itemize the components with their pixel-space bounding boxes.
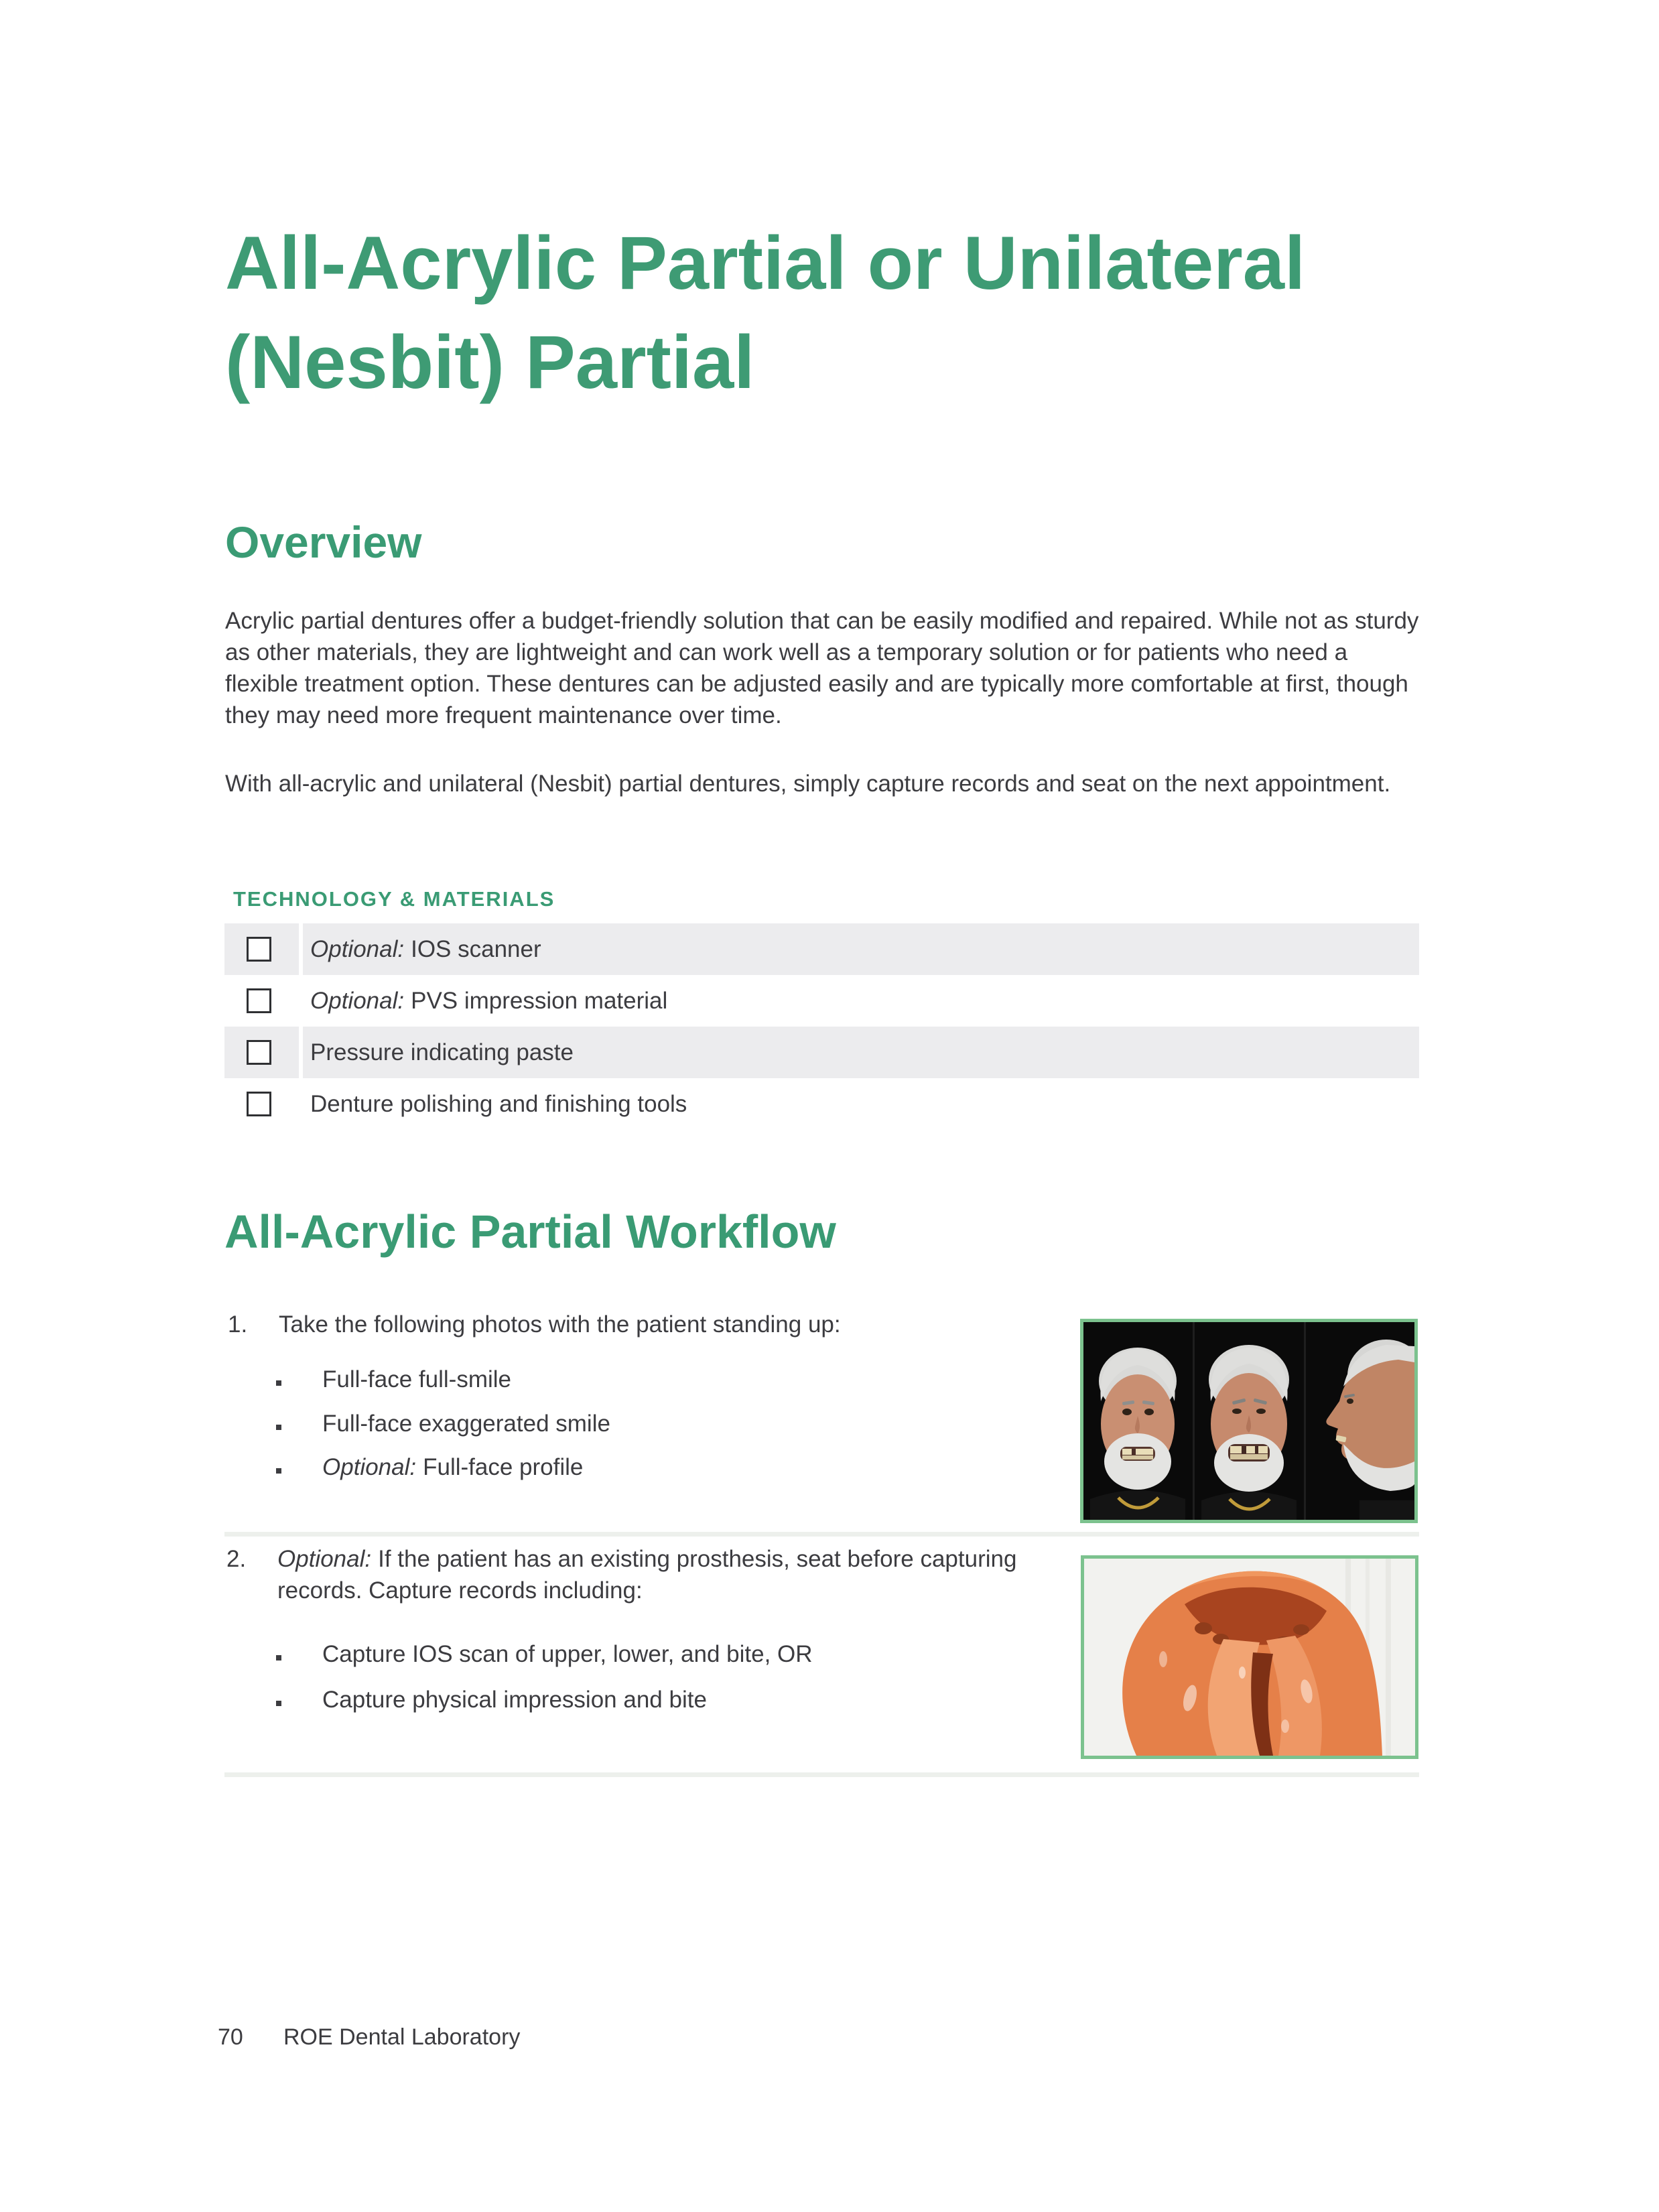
section-divider bbox=[224, 1532, 1419, 1537]
patient-photo-triptych-svg bbox=[1083, 1322, 1414, 1520]
footer-lab-name: ROE Dental Laboratory bbox=[283, 2024, 521, 2050]
item-text: Pressure indicating paste bbox=[310, 1039, 574, 1065]
optional-prefix: Optional: bbox=[322, 1454, 417, 1480]
checkbox[interactable] bbox=[247, 1092, 271, 1116]
checklist-item-label bbox=[303, 923, 1419, 975]
optional-prefix: Optional: bbox=[310, 936, 405, 962]
checkbox[interactable] bbox=[247, 937, 271, 962]
optional-prefix: Optional: bbox=[310, 988, 405, 1014]
bullet-icon bbox=[276, 1380, 281, 1386]
item-text: PVS impression material bbox=[411, 988, 668, 1014]
bullet-icon bbox=[276, 1655, 281, 1661]
patient-photos-image bbox=[1080, 1319, 1418, 1523]
bullet-text-body: Full-face full-smile bbox=[322, 1366, 511, 1392]
page-title: All-Acrylic Partial or Unilateral (Nesbit) Partial bbox=[225, 221, 1306, 404]
checkbox[interactable] bbox=[247, 988, 271, 1013]
overview-paragraph-2: With all-acrylic and unilateral (Nesbit) partial dentures, simply capture records and seat on the next appointment. bbox=[225, 771, 1391, 797]
workflow-heading: All-Acrylic Partial Workflow bbox=[224, 1206, 836, 1258]
checklist-row bbox=[224, 923, 1419, 975]
dental-impression-svg bbox=[1084, 1559, 1415, 1756]
checkbox[interactable] bbox=[247, 1040, 271, 1065]
step-2-bullet-2 bbox=[322, 1684, 707, 1715]
technology-materials-heading: TECHNOLOGY & MATERIALS bbox=[233, 887, 555, 911]
item-text: Denture polishing and finishing tools bbox=[310, 1091, 687, 1117]
checklist-item-label bbox=[303, 975, 1419, 1027]
checkbox-cell bbox=[224, 923, 299, 975]
step-2-text bbox=[277, 1543, 1061, 1606]
step-1-bullet-2 bbox=[322, 1408, 610, 1439]
step-1-text bbox=[279, 1309, 1056, 1340]
bullet-text-body: Capture physical impression and bite bbox=[322, 1687, 707, 1713]
step-text-body: If the patient has an existing prosthesis, seat before capturing records. Capture records including: bbox=[277, 1546, 1017, 1604]
checklist-item-label bbox=[303, 1078, 1419, 1130]
overview-heading: Overview bbox=[225, 517, 422, 567]
bullet-text-body: Full-face profile bbox=[423, 1454, 584, 1480]
checklist-item-label bbox=[303, 1027, 1419, 1078]
step-text-body: Take the following photos with the patient standing up: bbox=[279, 1311, 841, 1338]
bullet-icon bbox=[276, 1425, 281, 1430]
step-2-number: 2. bbox=[226, 1546, 247, 1572]
footer-page-number: 70 bbox=[218, 2024, 243, 2050]
section-divider bbox=[224, 1772, 1419, 1777]
optional-prefix: Optional: bbox=[277, 1546, 372, 1572]
bullet-text-body: Full-face exaggerated smile bbox=[322, 1411, 610, 1437]
bullet-icon bbox=[276, 1701, 281, 1706]
step-1-bullet-1 bbox=[322, 1364, 511, 1395]
step-1-bullet-3 bbox=[322, 1451, 583, 1483]
bullet-text-body: Capture IOS scan of upper, lower, and bite, OR bbox=[322, 1641, 813, 1667]
checkbox-cell bbox=[224, 1027, 299, 1078]
checklist-row bbox=[224, 975, 1419, 1027]
checkbox-cell bbox=[224, 1078, 299, 1130]
step-1-number: 1. bbox=[228, 1311, 248, 1338]
overview-paragraph-1: Acrylic partial dentures offer a budget-friendly solution that can be easily modified and repaired. While not as sturdy as other materials, they are lightweight and can work well as a temporary solution or for patients who need a flexible treatment option. These dentures can be adjusted easily and are typically more comfortable at first, though they may need more frequent maintenance over time. bbox=[225, 608, 1419, 728]
step-2-bullet-1 bbox=[322, 1638, 813, 1670]
checklist-row bbox=[224, 1027, 1419, 1078]
bullet-icon bbox=[276, 1468, 281, 1474]
materials-checklist bbox=[224, 923, 1419, 1130]
item-text: IOS scanner bbox=[411, 936, 541, 962]
checkbox-cell bbox=[224, 975, 299, 1027]
impression-image bbox=[1081, 1555, 1418, 1759]
checklist-row bbox=[224, 1078, 1419, 1130]
